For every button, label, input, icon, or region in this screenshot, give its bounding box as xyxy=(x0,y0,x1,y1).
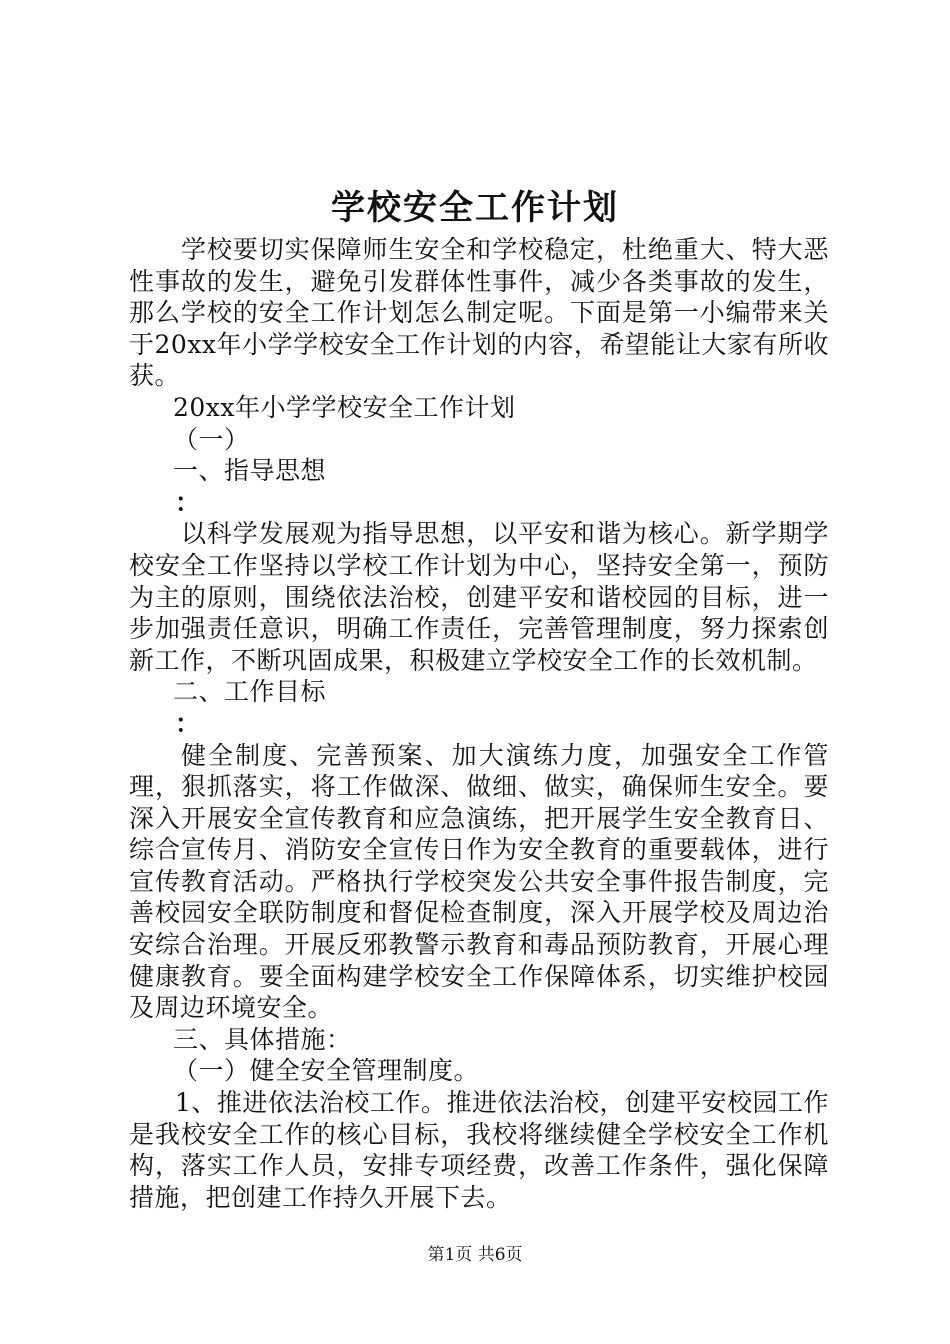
page-footer: 第1页 共6页 xyxy=(427,1245,523,1265)
measure-paragraph: 1、推进依法治校工作。推进依法治校，创建平安校园工作是我校安全工作的核心目标，我校将继续健全学校安全工作机构，落实工作人员，安排专项经费，改善工作条件，强化保障措施，把创建工作持久开展下去。 xyxy=(129,1088,829,1212)
heading-specific-measures: 三、具体措施： xyxy=(173,1024,352,1054)
heading-guiding-ideology: 一、指导思想 xyxy=(173,456,327,486)
colon-line: ： xyxy=(175,487,201,517)
work-goals-paragraph: 健全制度、完善预案、加大演练力度，加强安全工作管理，狠抓落实，将工作做深、做细、做实，确保师生安全。要深入开展安全宣传教育和应急演练，把开展学生安全教育日、综合宣传月、消防安全宣传日作为安全教育的重要载体，进行宣传教育活动。严格执行学校突发公共安全事件报告制度，完善校园安全联防制度和督促检查制度，深入开展学校及周边治安综合治理。开展反邪教警示教育和毒品预防教育，开展心理健康教育。要全面构建学校安全工作保障体系，切实维护校园及周边环境安全。 xyxy=(129,740,829,1023)
subtitle-line: 20xx年小学学校安全工作计划 xyxy=(173,392,516,422)
heading-work-goals: 二、工作目标 xyxy=(173,677,327,707)
guiding-ideology-paragraph: 以科学发展观为指导思想，以平安和谐为核心。新学期学校安全工作坚持以学校工作计划为中心，坚持安全第一，预防为主的原则，围绕依法治校，创建平安和谐校园的目标，进一步加强责任意识，明确工作责任，完善管理制度，努力探索创新工作，不断巩固成果，积极建立学校安全工作的长效机制。 xyxy=(129,519,829,675)
intro-paragraph: 学校要切实保障师生安全和学校稳定，杜绝重大、特大恶性事故的发生，避免引发群体性事件，减少各类事故的发生，那么学校的安全工作计划怎么制定呢。下面是第一小编带来关于20xx年小学学校安全工作计划的内容，希望能让大家有所收获。 xyxy=(129,235,829,391)
document-body xyxy=(129,234,829,1213)
document-title: 学校安全工作计划 xyxy=(331,188,619,228)
section-number: （一） xyxy=(173,424,250,454)
subheading-safety-management: （一）健全安全管理制度。 xyxy=(173,1056,480,1086)
colon-line: ： xyxy=(175,708,201,738)
